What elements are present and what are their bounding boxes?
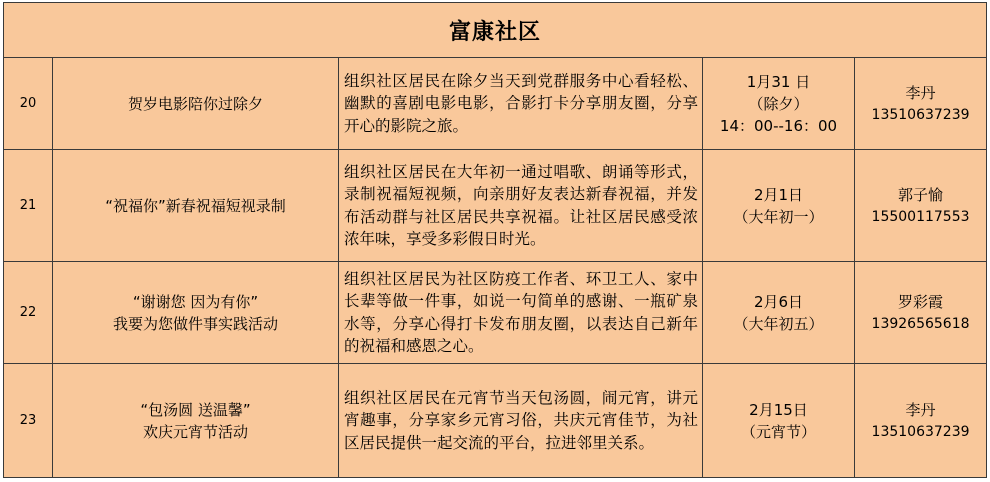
activity-name-line: 贺岁电影陪你过除夕: [127, 94, 263, 113]
activity-description: 组织社区居民在除夕当天到党群服务中心看轻松、幽默的喜剧电影电影，合影打卡分享朋友圈，分享开心的影院之旅。: [339, 58, 703, 150]
contact-phone: 13510637239: [871, 423, 970, 440]
activity-description: 组织社区居民在元宵节当天包汤圆，闹元宵，讲元宵趣事，分享家乡元宵习俗，共庆元宵佳节，为社区居民提供一起交流的平台，拉进邻里关系。: [339, 364, 703, 478]
row-number: 23: [4, 364, 53, 478]
contact-name: 李丹: [905, 400, 936, 419]
activity-contact: [855, 58, 987, 150]
activity-name-line: “祝福你”新春祝福短视录制: [105, 196, 286, 215]
table-row: [4, 364, 987, 478]
activity-contact: [855, 150, 987, 262]
activity-time: [703, 262, 855, 364]
activity-name: [53, 150, 339, 262]
contact-phone: 13926565618: [871, 315, 970, 332]
activity-time-line: 2月6日: [753, 292, 804, 311]
activity-time-line: 14：00--16：00: [719, 116, 838, 135]
contact-name: 郭子愉: [898, 185, 944, 204]
activity-name-line: 欢庆元宵节活动: [142, 422, 248, 441]
activity-name-line: “包汤圆 送温馨”: [140, 400, 251, 419]
title-row: [4, 3, 987, 58]
activity-time-line: （大年初五）: [733, 314, 824, 333]
sheet-title: 富康社区: [4, 3, 987, 58]
activity-name: [53, 364, 339, 478]
activity-time-line: （元宵节）: [740, 422, 816, 441]
activity-description: 组织社区居民为社区防疫工作者、环卫工人、家中长辈等做一件事，如说一句简单的感谢、一瓶矿泉水等，分享心得打卡发布朋友圈，以表达自己新年的祝福和感恩之心。: [339, 262, 703, 364]
contact-phone: 13510637239: [871, 106, 970, 123]
table-row: [4, 262, 987, 364]
activity-name-line: “谢谢您 因为有你”: [132, 292, 259, 311]
table-row: [4, 150, 987, 262]
contact-phone: 15500117553: [871, 208, 970, 225]
activity-time: [703, 58, 855, 150]
row-number: 21: [4, 150, 53, 262]
activity-time-line: （除夕）: [748, 94, 809, 113]
activity-table: [3, 2, 987, 478]
activity-time-line: （大年初一）: [733, 207, 824, 226]
contact-name: 李丹: [905, 83, 936, 102]
activity-contact: [855, 262, 987, 364]
activity-contact: [855, 364, 987, 478]
activity-name: [53, 262, 339, 364]
activity-description: 组织社区居民在大年初一通过唱歌、朗诵等形式，录制祝福短视频，向亲朋好友表达新春祝福，并发布活动群与社区居民共享祝福。让社区居民感受浓浓年味，享受多彩假日时光。: [339, 150, 703, 262]
activity-sheet: [3, 2, 986, 478]
table-row: [4, 58, 987, 150]
contact-name: 罗彩霞: [898, 292, 944, 311]
row-number: 22: [4, 262, 53, 364]
activity-time-line: 1月31 日: [746, 72, 811, 91]
activity-time: [703, 364, 855, 478]
row-number: 20: [4, 58, 53, 150]
activity-time-line: 2月1日: [753, 185, 804, 204]
activity-time-line: 2月15日: [749, 400, 808, 419]
activity-name: [53, 58, 339, 150]
activity-time: [703, 150, 855, 262]
activity-name-line: 我要为您做件事实践活动: [112, 314, 278, 333]
